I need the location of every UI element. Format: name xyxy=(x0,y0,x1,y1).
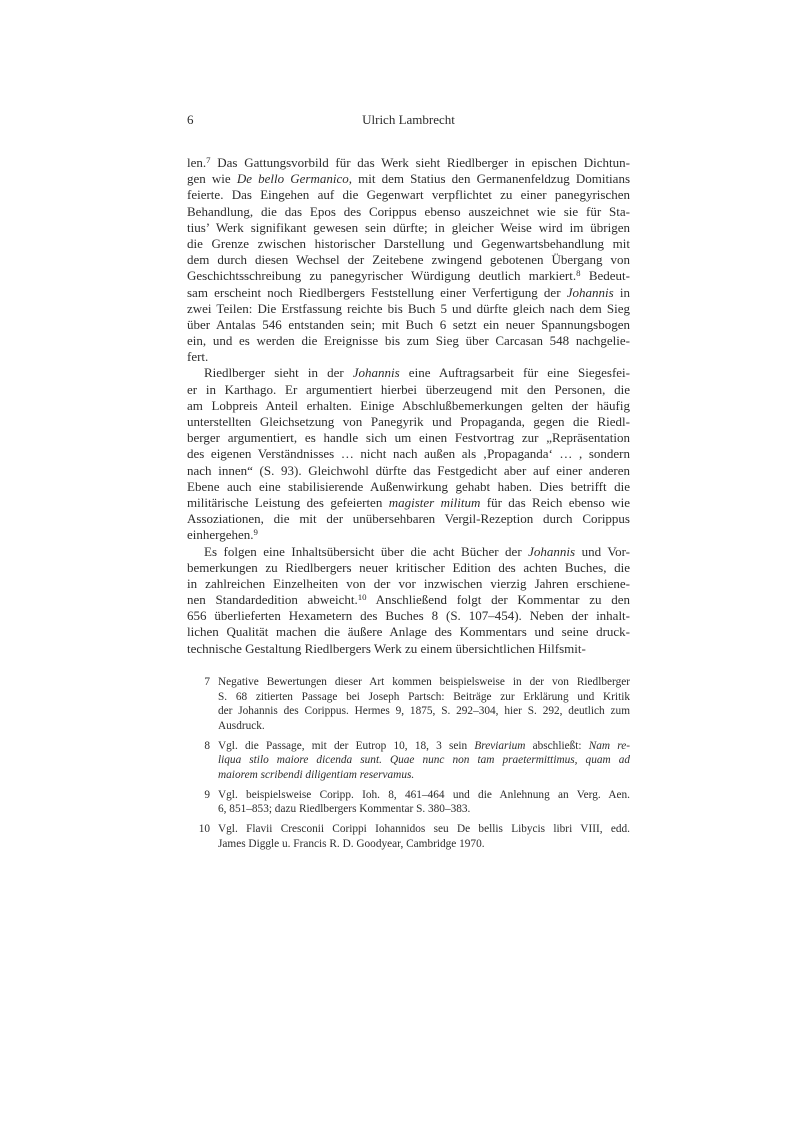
footnote-marker: 8 xyxy=(576,268,581,279)
footnotes-section xyxy=(187,675,630,852)
italic-text: maiorem scribendi diligentiam reservamus. xyxy=(218,768,415,781)
italic-text: Johannis xyxy=(352,365,400,381)
text-line: Riedlberger sieht in der Johannis eine Auftragsarbeit für eine Siegesfei- xyxy=(204,365,630,381)
text-line: am Lobpreis Anteil erhalten. Einige Abschlußbemerkungen gelten der häufig xyxy=(187,397,630,413)
text-line: feierte. Das Eingehen auf die Gegenwart verpflichtet zu einer panegyrischen xyxy=(187,187,630,203)
italic-text: magister militum xyxy=(388,494,481,510)
text-line: Behandlung, die das Epos des Corippus ebenso auszeichnet wie sie für Sta- xyxy=(187,203,630,219)
footnote-marker: 7 xyxy=(206,155,211,166)
text-block xyxy=(187,112,630,856)
text-line: dem durch diesen Wechsel der Zeitebene zwingend gebotenen Übergang von xyxy=(187,252,630,268)
footnote-marker: 9 xyxy=(253,527,258,538)
text-line: nen Standardedition abweicht.$^{10}$ Anschließend folgt der Kommentar zu den xyxy=(187,592,630,608)
text-line: Negative Bewertungen dieser Art kommen beispielsweise in der von Riedlberger xyxy=(218,675,630,688)
text-line: Ausdruck. xyxy=(218,719,265,732)
footnote xyxy=(187,675,630,734)
footnote-text xyxy=(218,739,630,783)
text-line: Vgl. die Passage, mit der Eutrop 10, 18, 3 sein Breviarium abschließt: Nam re- xyxy=(218,739,630,752)
text-line: James Diggle u. Francis R. D. Goodyear, Cambridge 1970. xyxy=(218,837,485,850)
text-line: berger argumentiert, es handle sich um einen Festvortrag zur „Repräsentation xyxy=(187,430,630,446)
page-number: 6 xyxy=(187,112,194,127)
text-line: tius’ Werk signifikant gewesen sein dürfte; in gleicher Weise wird im übrigen xyxy=(187,219,630,235)
text-line: sam erscheint noch Riedlbergers Feststellung einer Verfertigung der Johannis in xyxy=(187,284,630,300)
text-line: Assoziationen, die mit der unübersehbaren Vergil-Rezeption durch Corippus xyxy=(187,511,630,527)
text-line xyxy=(218,753,630,768)
footnote-marker: 10 xyxy=(357,592,367,603)
italic-text: Breviarium xyxy=(474,739,526,752)
running-title: Ulrich Lambrecht xyxy=(362,112,455,127)
italic-text: Johannis xyxy=(528,543,576,559)
paragraph xyxy=(187,155,630,365)
text-line: einhergehen.$^9$ xyxy=(187,527,258,543)
footnote-number: 8 xyxy=(204,739,210,752)
italic-text: liqua stilo maiore dicenda sunt. Quae nunc non tam praetermittimus, quam ad xyxy=(218,754,630,767)
footnote xyxy=(187,739,630,783)
footnote-number: 7 xyxy=(204,675,210,688)
footnote-number: 9 xyxy=(204,788,210,801)
text-line: militärische Leistung des gefeierten magister militum für das Reich ebenso wie xyxy=(187,494,630,510)
text-line: bemerkungen zu Riedlbergers neuer kritischer Edition des achten Buches, die xyxy=(187,559,630,575)
footnote-text xyxy=(218,822,630,851)
text-line: technische Gestaltung Riedlbergers Werk zu einem übersichtlichen Hilfsmit- xyxy=(187,640,586,656)
text-line: er in Karthago. Er argumentiert hierbei überzeugend mit den Personen, die xyxy=(187,381,630,397)
footnote-text xyxy=(218,675,630,734)
text-line: über Antalas 546 entstanden sein; mit Buch 6 setzt ein neuer Spannungsbogen xyxy=(187,316,630,332)
text-line: ein, und es werden die Ereignisse bis zum Sieg über Carcasan 548 nachgelie- xyxy=(187,333,630,349)
text-line: lichen Qualität machen die äußere Anlage des Kommentars und seine druck- xyxy=(187,624,630,640)
text-line: gen wie De bello Germanico, mit dem Statius den Germanenfeldzug Domitians xyxy=(187,171,630,187)
paragraph xyxy=(187,544,630,657)
text-line: der Johannis des Corippus. Hermes 9, 1875, S. 292–304, hier S. 292, deutlich zum xyxy=(218,705,630,718)
text-line: des eigenen Verständnisses … nicht nach außen als ‚Propaganda‘ … , sondern xyxy=(187,446,630,462)
text-line: Vgl. beispielsweise Coripp. Ioh. 8, 461–464 und die Anlehnung an Verg. Aen. xyxy=(218,788,630,801)
footnote xyxy=(187,788,630,817)
footnote-text xyxy=(218,788,630,817)
page-header xyxy=(187,112,630,129)
text-line xyxy=(218,768,630,783)
text-line: fert. xyxy=(187,349,209,365)
italic-text: Johannis xyxy=(566,284,614,300)
text-line: nach innen“ (S. 93). Gleichwohl dürfte das Festgedicht aber auf einer anderen xyxy=(187,462,630,478)
text-line: S. 68 zitierten Passage bei Joseph Partsch: Beiträge zur Erklärung und Kritik xyxy=(218,690,630,703)
text-line: Ebene auch eine stabilisierende Außenwirkung gehabt haben. Dies betrifft die xyxy=(187,478,630,494)
italic-text: Nam re- xyxy=(588,739,630,752)
body-text xyxy=(187,155,630,657)
text-line: 6, 851–853; dazu Riedlbergers Kommentar S. 380–383. xyxy=(218,803,471,816)
text-line: die Grenze zwischen historischer Darstellung und Gegenwartsbehandlung mit xyxy=(187,235,630,251)
paragraph xyxy=(187,365,630,543)
italic-text: De bello Germanico xyxy=(236,171,349,187)
text-line: Geschichtsschreibung zu panegyrischer Würdigung deutlich markiert.$^8$ Bedeut- xyxy=(187,268,630,284)
text-line: len.$^7$ Das Gattungsvorbild für das Werk sieht Riedlberger in epischen Dichtun- xyxy=(187,155,630,170)
text-line: unterstellten Gleichsetzung von Panegyrik und Propaganda, gegen die Riedl- xyxy=(187,414,630,429)
text-line: zwei Teilen: Die Erstfassung reichte bis Buch 5 und dürfte gleich nach dem Sieg xyxy=(187,300,630,316)
footnote xyxy=(187,822,630,851)
text-line: Es folgen eine Inhaltsübersicht über die acht Bücher der Johannis und Vor- xyxy=(204,543,630,559)
text-line: Vgl. Flavii Cresconii Corippi Iohannidos seu De bellis Libycis libri VIII, edd. xyxy=(218,823,630,835)
text-line: 656 überlieferten Hexametern des Buches 8 (S. 107–454). Neben der inhalt- xyxy=(187,608,630,624)
footnote-number: 10 xyxy=(198,823,210,835)
text-line: in zahlreichen Einzelheiten von der vor inzwischen vierzig Jahren erschiene- xyxy=(187,575,630,591)
